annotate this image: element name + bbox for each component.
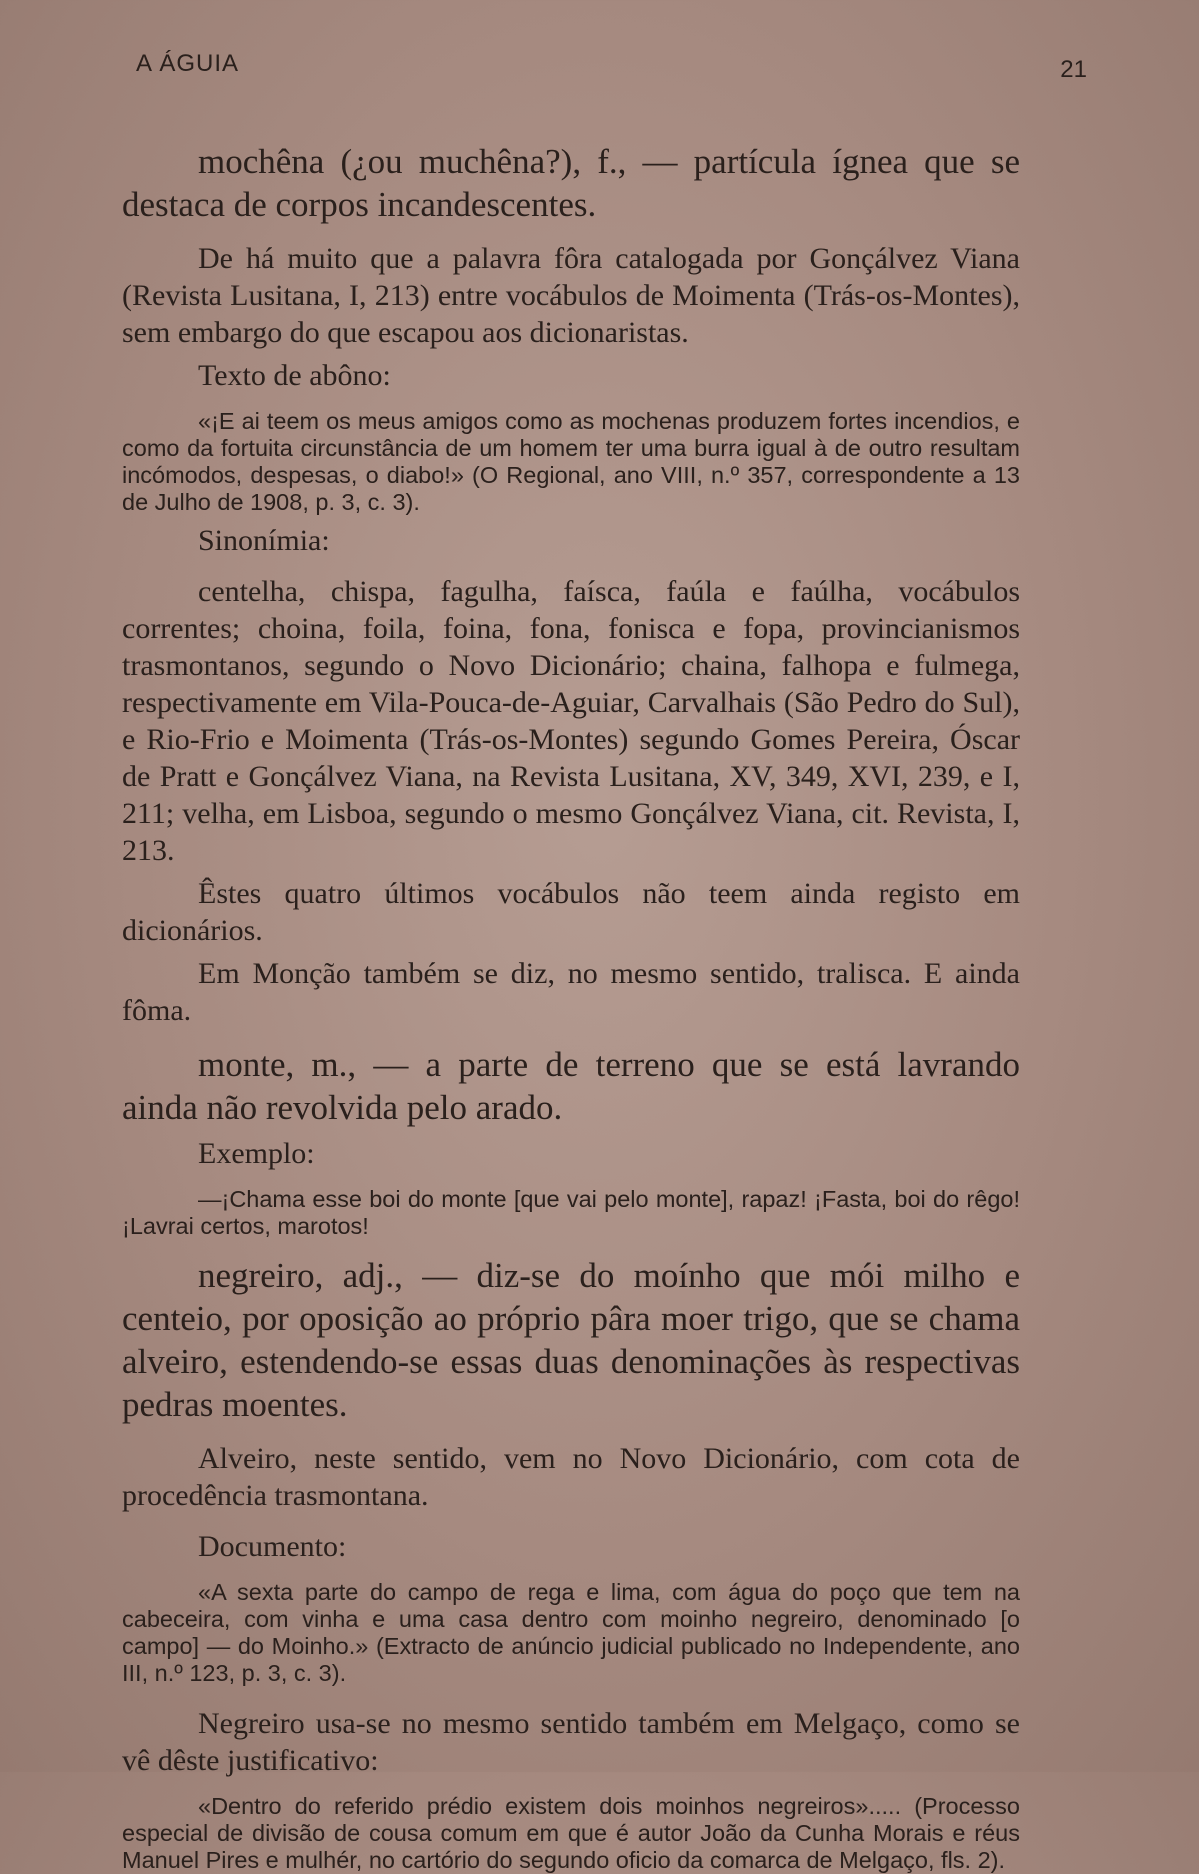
entry-negreiro: negreiro, adj., — diz-se do moínho que mói milho e centeio, por oposição ao próprio pâra moer trigo, que se chama alveiro, estendendo-se essas duas denominações às respectivas pedras moentes. bbox=[122, 1256, 1020, 1424]
paragraph: Negreiro usa-se no mesmo sentido também em Melgaço, como se vê dêste justificativo: bbox=[122, 1707, 1020, 1777]
page-header bbox=[122, 50, 1087, 84]
paragraph: Alveiro, neste sentido, vem no Novo Dicionário, com cota de procedência trasmontana. bbox=[122, 1442, 1020, 1512]
running-head: A ÁGUIA bbox=[136, 50, 240, 77]
paragraph: De há muito que a palavra fôra catalogada por Gonçálvez Viana (Revista Lusitana, I, 213) entre vocábulos de Moimenta (Trás-os-Montes), sem embargo do que escapou aos dicionaristas. bbox=[122, 242, 1020, 349]
entry-mochena: mochêna (¿ou muchêna?), f., — partícula ígnea que se destaca de corpos incandescentes. bbox=[122, 142, 1020, 224]
quotation: «A sexta parte do campo de rega e lima, com água do poço que tem na cabeceira, com vinha e uma casa dentro com moinho negreiro, denominado [o campo] — do Moinho.» (Extracto de anúncio judicial publicado no Independente, ano III, n.º 123, p. 3, c. 3). bbox=[122, 1579, 1020, 1686]
quotation: «¡E ai teem os meus amigos como as mochenas produzem fortes incendios, e como da fortuita circunstância de um homem ter uma burra igual à de outro resultam incómodos, despesas, o diabo!» (O Regional, ano VIII, n.º 357, correspondente a 13 de Julho de 1908, p. 3, c. 3). bbox=[122, 408, 1020, 515]
page-content bbox=[122, 140, 1020, 1874]
paragraph: Êstes quatro últimos vocábulos não teem ainda registo em dicionários. bbox=[122, 877, 1020, 947]
paragraph: Documento: bbox=[198, 1530, 347, 1563]
quotation: —¡Chama esse boi do monte [que vai pelo monte], rapaz! ¡Fasta, boi do rêgo! ¡Lavrai certos, marotos! bbox=[122, 1186, 1020, 1239]
paragraph: Exemplo: bbox=[198, 1137, 315, 1170]
paragraph: Sinonímia: bbox=[198, 524, 330, 557]
paragraph: Em Monção também se diz, no mesmo sentido, tralisca. E ainda fôma. bbox=[122, 957, 1020, 1027]
entry-monte: monte, m., — a parte de terreno que se está lavrando ainda não revolvida pelo arado. bbox=[122, 1045, 1020, 1127]
quotation: «Dentro do referido prédio existem dois moinhos negreiros»..... (Processo especial de divisão de cousa comum em que é autor João da Cunha Morais e réus Manuel Pires e mulhér, no cartório do segundo oficio da comarca de Melgaço, fls. 2). bbox=[122, 1793, 1020, 1873]
paragraph: centelha, chispa, fagulha, faísca, faúla e faúlha, vocábulos correntes; choina, foila, foina, fona, fonisca e fopa, provincianismos trasmontanos, segundo o Novo Dicionário; chaina, falhopa e fulmega, respectivamente em Vila-Pouca-de-Aguiar, Carvalhais (São Pedro do Sul), e Rio-Frio e Moimenta (Trás-os-Montes) segundo Gomes Pereira, Óscar de Pratt e Gonçálvez Viana, na Revista Lusitana, XV, 349, XVI, 239, e I, 211; velha, em Lisboa, segundo o mesmo Gonçálvez Viana, cit. Revista, I, 213. bbox=[122, 575, 1020, 867]
paragraph: Texto de abôno: bbox=[198, 359, 391, 392]
page-number: 21 bbox=[1060, 56, 1087, 83]
